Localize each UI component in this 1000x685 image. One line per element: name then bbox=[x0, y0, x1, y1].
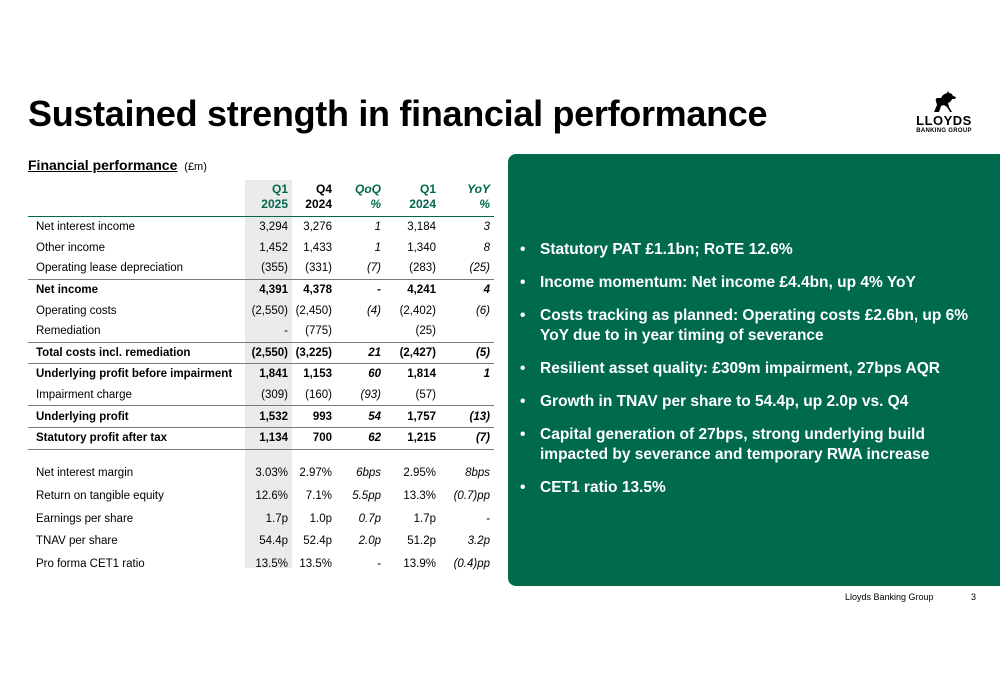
table-spacer-row bbox=[28, 449, 494, 462]
cell-yoy: 4 bbox=[440, 279, 494, 300]
highlight-item bbox=[515, 425, 993, 465]
row-label: Remediation bbox=[36, 325, 101, 338]
row-label: Operating lease depreciation bbox=[36, 262, 184, 275]
cell-yoy bbox=[440, 385, 494, 406]
row-label: TNAV per share bbox=[36, 535, 118, 548]
page-number: 3 bbox=[971, 592, 977, 602]
cell-yoy: (25) bbox=[469, 262, 490, 275]
cell-q4-2024: 2.97% bbox=[299, 466, 332, 479]
metric-row bbox=[28, 507, 494, 530]
cell-q4-2024: (3,225) bbox=[292, 342, 336, 364]
cell-q4-2024: 7.1% bbox=[305, 489, 332, 502]
cell-qoq: 6bps bbox=[356, 466, 381, 479]
cell-qoq: - bbox=[336, 279, 385, 300]
cell-q4-2024: 700 bbox=[292, 427, 336, 449]
cell-q4-2024: 1,153 bbox=[292, 364, 336, 385]
header-q4-2024: Q4 2024 bbox=[292, 180, 336, 217]
row-label: Earnings per share bbox=[36, 512, 134, 525]
highlight-text: Income momentum: Net income £4.4bn, up 4% YoY bbox=[540, 274, 916, 291]
highlights-panel bbox=[508, 154, 1000, 586]
lloyds-logo bbox=[908, 90, 980, 138]
table-row bbox=[28, 364, 494, 385]
metric-row bbox=[28, 484, 494, 507]
cell-qoq: 62 bbox=[336, 427, 385, 449]
highlight-item bbox=[515, 392, 993, 412]
financial-performance-table bbox=[28, 180, 494, 576]
cell-yoy: (0.7)pp bbox=[453, 489, 490, 502]
table-row bbox=[28, 279, 494, 300]
table-row bbox=[28, 217, 494, 238]
cell-q4-2024: 52.4p bbox=[303, 535, 332, 548]
cell-q1-2025: 1,841 bbox=[241, 364, 292, 385]
cell-q1-2025: (2,550) bbox=[251, 304, 288, 317]
cell-q1-2025: 12.6% bbox=[255, 489, 288, 502]
bullet-icon: • bbox=[520, 274, 526, 291]
row-label: Operating costs bbox=[36, 304, 117, 317]
cell-qoq: 60 bbox=[336, 364, 385, 385]
cell-q4-2024: (331) bbox=[305, 262, 332, 275]
metric-row bbox=[28, 462, 494, 485]
cell-q4-2024: 13.5% bbox=[299, 558, 332, 571]
cell-q1-2024: 1,757 bbox=[385, 406, 440, 428]
cell-q4-2024: 1,433 bbox=[303, 241, 332, 254]
cell-q1-2024: 3,184 bbox=[407, 221, 436, 234]
footer-brand: Lloyds Banking Group bbox=[845, 592, 934, 602]
cell-q1-2025: 54.4p bbox=[259, 535, 288, 548]
cell-yoy bbox=[440, 321, 494, 342]
cell-q1-2025: 13.5% bbox=[255, 558, 288, 571]
cell-q4-2024: (775) bbox=[305, 325, 332, 338]
bullet-icon: • bbox=[520, 393, 526, 410]
logo-name: LLOYDS bbox=[916, 113, 972, 128]
header-qoq: QoQ % bbox=[336, 180, 385, 217]
cell-qoq: 21 bbox=[336, 342, 385, 364]
row-label: Net interest income bbox=[36, 221, 136, 234]
highlight-item bbox=[515, 240, 993, 260]
table-unit: (£m) bbox=[184, 161, 207, 173]
highlight-item bbox=[515, 273, 993, 293]
cell-q4-2024: 3,276 bbox=[303, 221, 332, 234]
header-yoy: YoY % bbox=[440, 180, 494, 217]
financial-table-container bbox=[28, 180, 498, 572]
row-label: Underlying profit bbox=[28, 406, 241, 428]
cell-q1-2024: 51.2p bbox=[407, 535, 436, 548]
highlights-list bbox=[515, 240, 993, 511]
cell-qoq: (93) bbox=[360, 389, 381, 402]
row-label: Impairment charge bbox=[36, 389, 132, 402]
highlight-text: Growth in TNAV per share to 54.4p, up 2.0p vs. Q4 bbox=[540, 393, 909, 410]
metric-row bbox=[28, 553, 494, 576]
cell-q1-2024: (283) bbox=[409, 262, 436, 275]
cell-q1-2024: (2,427) bbox=[385, 342, 440, 364]
cell-qoq: (7) bbox=[366, 262, 381, 275]
cell-qoq: 1 bbox=[374, 241, 381, 254]
bullet-icon: • bbox=[520, 479, 526, 496]
cell-q1-2025: 1,452 bbox=[259, 241, 288, 254]
cell-q1-2024: (57) bbox=[415, 389, 436, 402]
row-label: Underlying profit before impairment bbox=[28, 364, 241, 385]
header-q1-2025: Q1 2025 bbox=[241, 180, 292, 217]
row-label: Statutory profit after tax bbox=[28, 427, 241, 449]
row-label: Pro forma CET1 ratio bbox=[36, 558, 145, 571]
cell-q1-2024: 1,814 bbox=[385, 364, 440, 385]
cell-q4-2024: (160) bbox=[305, 389, 332, 402]
cell-qoq: 2.0p bbox=[358, 535, 381, 548]
cell-q1-2025: - bbox=[284, 325, 288, 338]
cell-qoq: 5.5pp bbox=[352, 489, 381, 502]
row-label: Net income bbox=[28, 279, 241, 300]
black-horse-icon bbox=[929, 90, 959, 114]
table-row bbox=[28, 238, 494, 259]
cell-q1-2025: 4,391 bbox=[241, 279, 292, 300]
cell-q1-2024: (2,402) bbox=[399, 304, 436, 317]
cell-q1-2024: 13.3% bbox=[403, 489, 436, 502]
cell-q1-2024: (25) bbox=[415, 325, 436, 338]
highlight-item bbox=[515, 478, 993, 498]
table-row bbox=[28, 342, 494, 364]
cell-yoy: 3 bbox=[483, 221, 490, 234]
cell-q4-2024: 1.0p bbox=[309, 512, 332, 525]
row-label: Total costs incl. remediation bbox=[28, 342, 241, 364]
bullet-icon: • bbox=[520, 307, 526, 324]
cell-q1-2025: (309) bbox=[261, 389, 288, 402]
cell-qoq: 54 bbox=[336, 406, 385, 428]
cell-yoy: (5) bbox=[440, 342, 494, 364]
cell-q1-2024: 2.95% bbox=[403, 466, 436, 479]
table-row bbox=[28, 427, 494, 449]
cell-q1-2025: 3,294 bbox=[259, 221, 288, 234]
bullet-icon: • bbox=[520, 360, 526, 377]
bullet-icon: • bbox=[520, 241, 526, 258]
cell-yoy: 8bps bbox=[465, 466, 490, 479]
table-row bbox=[28, 406, 494, 428]
row-label: Net interest margin bbox=[36, 466, 134, 479]
row-label: Other income bbox=[36, 241, 106, 254]
highlight-text: Capital generation of 27bps, strong underlying build impacted by severance and temporary RWA increase bbox=[540, 426, 930, 463]
cell-q4-2024: 993 bbox=[292, 406, 336, 428]
cell-yoy: (6) bbox=[475, 304, 490, 317]
table-body bbox=[28, 217, 494, 576]
page-title: Sustained strength in financial performance bbox=[28, 93, 768, 134]
highlight-item bbox=[515, 306, 993, 346]
cell-q1-2024: 1,340 bbox=[407, 241, 436, 254]
table-row bbox=[28, 321, 494, 342]
cell-q4-2024: (2,450) bbox=[295, 304, 332, 317]
cell-yoy: 3.2p bbox=[467, 535, 490, 548]
highlight-text: Statutory PAT £1.1bn; RoTE 12.6% bbox=[540, 241, 793, 258]
highlight-text: CET1 ratio 13.5% bbox=[540, 479, 666, 496]
table-title-text: Financial performance bbox=[28, 157, 178, 173]
cell-q1-2025: 1,134 bbox=[241, 427, 292, 449]
cell-q1-2024: 1.7p bbox=[413, 512, 436, 525]
bullet-icon: • bbox=[520, 426, 526, 443]
cell-q1-2025: (2,550) bbox=[241, 342, 292, 364]
cell-yoy: - bbox=[486, 512, 490, 525]
table-row bbox=[28, 258, 494, 279]
cell-q1-2024: 4,241 bbox=[385, 279, 440, 300]
metric-row bbox=[28, 530, 494, 553]
table-title bbox=[28, 157, 207, 173]
cell-q1-2024: 1,215 bbox=[385, 427, 440, 449]
cell-qoq: 0.7p bbox=[358, 512, 381, 525]
cell-q1-2025: 3.03% bbox=[255, 466, 288, 479]
cell-qoq: (4) bbox=[366, 304, 381, 317]
header-label-spacer bbox=[28, 180, 241, 217]
highlight-item bbox=[515, 359, 993, 379]
row-label: Return on tangible equity bbox=[36, 489, 164, 502]
header-q1-2024: Q1 2024 bbox=[385, 180, 440, 217]
cell-yoy: (13) bbox=[440, 406, 494, 428]
cell-yoy: (0.4)pp bbox=[453, 558, 490, 571]
highlight-text: Resilient asset quality: £309m impairment, 27bps AQR bbox=[540, 360, 940, 377]
cell-yoy: 1 bbox=[440, 364, 494, 385]
table-row bbox=[28, 385, 494, 406]
table-header-row bbox=[28, 180, 494, 217]
cell-q1-2025: (355) bbox=[261, 262, 288, 275]
cell-yoy: 8 bbox=[483, 241, 490, 254]
cell-q1-2024: 13.9% bbox=[403, 558, 436, 571]
table-row bbox=[28, 300, 494, 321]
highlight-text: Costs tracking as planned: Operating costs £2.6bn, up 6% YoY due to in year timing of severance bbox=[540, 307, 969, 344]
cell-qoq bbox=[336, 321, 385, 342]
cell-q1-2025: 1,532 bbox=[241, 406, 292, 428]
cell-q1-2025: 1.7p bbox=[265, 512, 288, 525]
logo-subtitle: BANKING GROUP bbox=[916, 128, 972, 134]
cell-q4-2024: 4,378 bbox=[292, 279, 336, 300]
cell-qoq: 1 bbox=[374, 221, 381, 234]
cell-qoq: - bbox=[377, 558, 381, 571]
cell-yoy: (7) bbox=[440, 427, 494, 449]
